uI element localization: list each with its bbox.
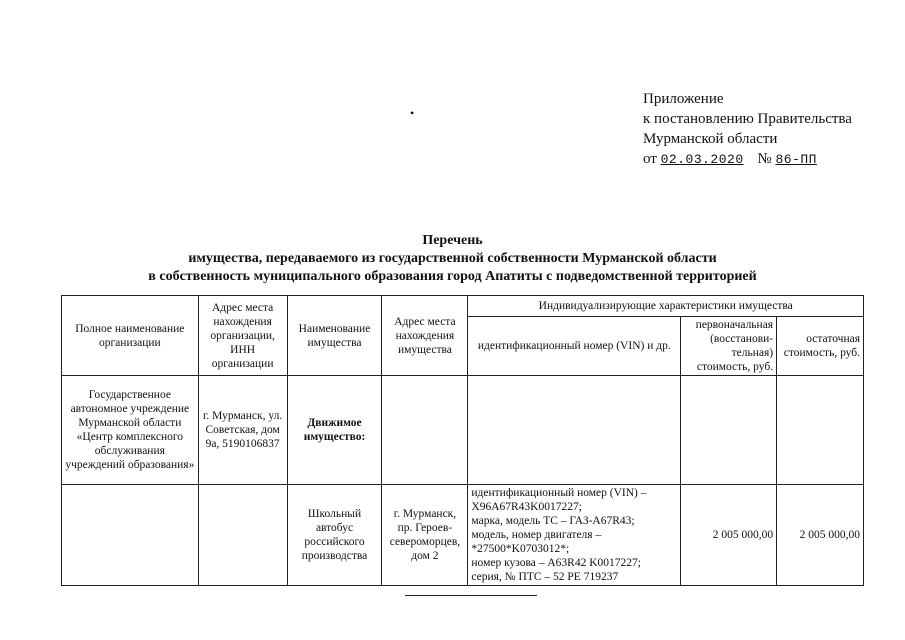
header-property-name: Наименование имущества (287, 296, 382, 376)
header-residual-cost: остаточная стоимость, руб. (777, 317, 864, 376)
decree-date: 02.03.2020 (660, 152, 744, 167)
char-line: *27500*K0703012*; (471, 543, 570, 555)
char-line: номер кузова – A63R42 K0017227; (471, 557, 641, 569)
number-label: № (757, 151, 772, 167)
cell-org-name: Государственное автономное учреждение Мурманской области «Центр комплексного обслуживания учреждений образования» (62, 376, 199, 485)
char-line: марка, модель ТС – ГАЗ-A67R43; (471, 515, 635, 527)
char-line: идентификационный номер (VIN) – (471, 487, 647, 499)
table-row (62, 485, 864, 586)
cell-property-address: г. Мурманск, пр. Героев-североморцев, дом 2 (382, 485, 468, 586)
cell-property-category: Движимое имущество: (287, 376, 382, 485)
header-id-number: идентификационный номер (VIN) и др. (468, 317, 681, 376)
header-initial-cost: первоначальная (восстанови-тельная) стоимость, руб. (681, 317, 777, 376)
end-divider (405, 595, 537, 596)
cell-empty (198, 485, 287, 586)
appendix-date-line (643, 149, 852, 170)
char-line: модель, номер двигателя – (471, 529, 602, 541)
appendix-line-3: Мурманской области (643, 131, 778, 147)
cell-residual-cost: 2 005 000,00 (777, 485, 864, 586)
title-line-2: имущества, передаваемого из государственной собственности Мурманской области (188, 251, 717, 266)
appendix-line-2: к постановлению Правительства (643, 111, 852, 127)
cell-empty (62, 485, 199, 586)
appendix-block (643, 89, 852, 170)
cell-empty (777, 376, 864, 485)
property-table (61, 295, 864, 586)
cell-empty (681, 376, 777, 485)
header-property-address: Адрес места нахождения имущества (382, 296, 468, 376)
char-line: серия, № ПТС – 52 РЕ 719237 (471, 571, 619, 583)
header-row-1 (62, 296, 864, 317)
from-label: от (643, 151, 657, 167)
decree-number: 86-ПП (775, 152, 817, 167)
cell-empty (382, 376, 468, 485)
header-org-name: Полное наименование организации (62, 296, 199, 376)
cell-characteristics (468, 485, 681, 586)
header-characteristics: Индивидуализирующие характеристики имущества (468, 296, 864, 317)
header-org-address: Адрес места нахождения организации, ИНН организации (198, 296, 287, 376)
stray-mark: • (410, 106, 415, 120)
title-line-3: в собственность муниципального образования город Апатиты с подведомственной территорией (148, 269, 757, 284)
cell-property-name: Школьный автобус российского производства (287, 485, 382, 586)
char-line: X96A67R43K0017227; (471, 501, 582, 513)
appendix-line-1: Приложение (643, 91, 724, 107)
document-title (0, 232, 905, 286)
cell-empty (468, 376, 681, 485)
cell-org-address: г. Мурманск, ул. Советская, дом 9а, 5190106837 (198, 376, 287, 485)
cell-initial-cost: 2 005 000,00 (681, 485, 777, 586)
table-row (62, 376, 864, 485)
title-line-1: Перечень (422, 233, 483, 248)
